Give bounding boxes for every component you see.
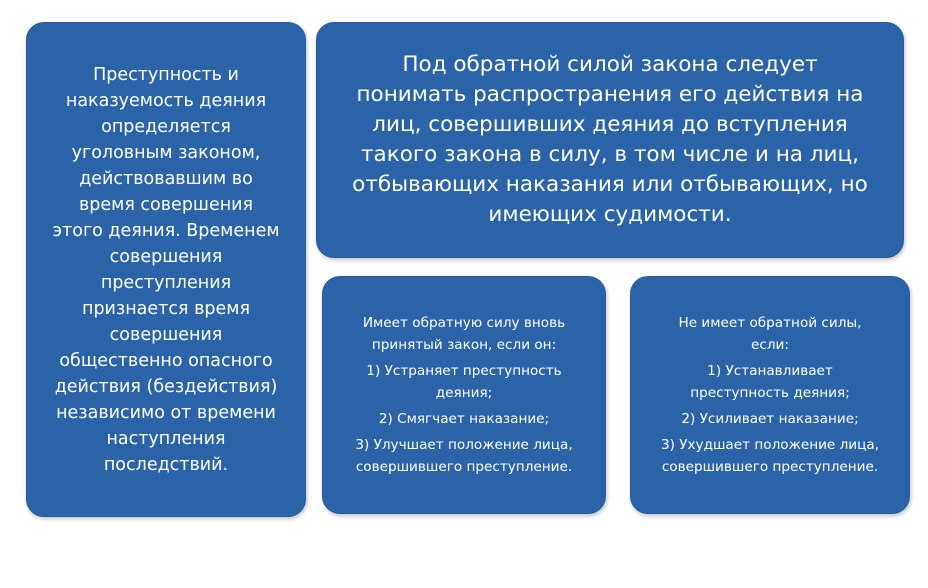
no-force-item-line: 3) Ухудшает положение лица, [660, 437, 880, 453]
left-box-text-line: общественно опасного [59, 350, 273, 371]
has-force-heading-line: Имеет обратную силу вновь [362, 315, 566, 331]
no-force-item [690, 360, 850, 404]
left-box-text-line: последствий. [103, 454, 229, 475]
has-retroactive-force-box [322, 276, 606, 514]
has-force-item-line: деяния; [435, 385, 493, 401]
no-force-item-line: 2) Усиливает наказание; [681, 411, 859, 427]
no-force-item-line: совершившего преступление. [661, 459, 879, 475]
left-box-text-line: время совершения [78, 194, 254, 215]
left-box-text-line: Преступность и [93, 64, 239, 85]
top-box-text-line: Под обратной силой закона следует [402, 52, 818, 77]
left-box-text-line: преступления [100, 272, 232, 293]
left-box-text-line: этого деяния. Временем [52, 220, 280, 241]
left-box-text-line: наступления [106, 428, 226, 449]
top-box-text-line: отбывающих наказания или отбывающих, но [352, 172, 868, 197]
top-box-text-line: имеющих судимости. [488, 202, 732, 227]
left-box-text-line: уголовным законом, [71, 142, 261, 163]
left-box-text-line: независимо от времени [56, 402, 276, 423]
no-retroactive-force-box [630, 276, 910, 514]
left-box-text-line: действовавшим во [79, 168, 253, 189]
criminality-definition-box [26, 22, 306, 517]
has-force-item [379, 408, 549, 430]
no-force-item-line: 1) Устанавливает [707, 363, 833, 379]
has-force-item-line: совершившего преступление. [355, 459, 573, 475]
no-force-heading-line: Не имеет обратной силы, [678, 315, 862, 331]
has-force-heading-line: принятый закон, если он: [371, 337, 557, 353]
has-force-item [355, 434, 572, 478]
left-box-text-line: действия (бездействия) [54, 376, 278, 397]
left-box-text-line: совершения [109, 324, 223, 345]
top-box-text-line: такого закона в силу, в том числе и на лиц, [361, 142, 859, 167]
has-force-heading [363, 312, 565, 356]
has-force-item-line: 1) Устраняет преступность [366, 363, 562, 379]
has-force-item-line: 2) Смягчает наказание; [378, 411, 550, 427]
no-force-item [681, 408, 858, 430]
top-box-text-line: лиц, совершивших деяния до вступления [372, 112, 848, 137]
no-force-item [661, 434, 879, 478]
no-force-item-line: преступность деяния; [690, 385, 850, 401]
retroactive-force-definition-box [316, 22, 904, 258]
top-box-text-line: понимать распространения его действия на [356, 82, 864, 107]
left-box-text-line: совершения [109, 246, 223, 267]
has-force-item-line: 3) Улучшает положение лица, [355, 437, 573, 453]
left-box-text-line: наказуемость деяния [65, 90, 267, 111]
left-box-text-line: признается время [82, 298, 250, 319]
no-force-heading [679, 312, 862, 356]
has-force-item [366, 360, 561, 404]
no-force-heading-line: если: [751, 337, 789, 353]
left-box-text-line: определяется [101, 116, 231, 137]
